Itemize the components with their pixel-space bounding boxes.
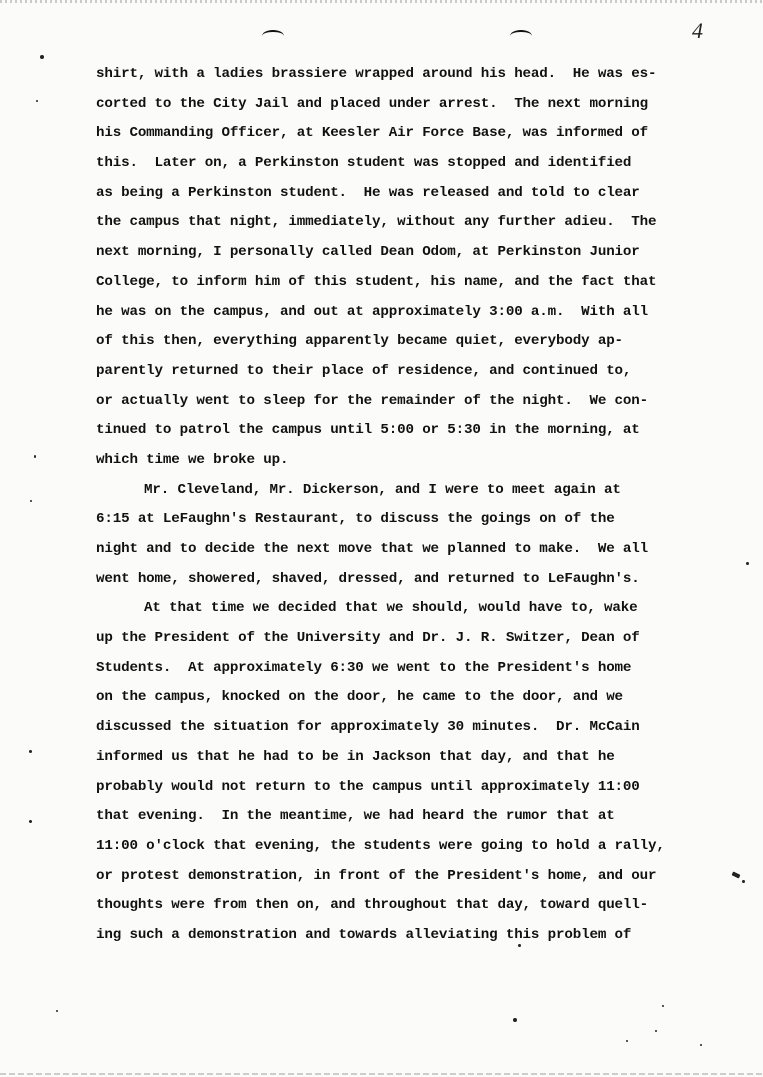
punch-mark-right — [510, 30, 532, 42]
scan-speck — [732, 871, 741, 878]
scan-speck — [626, 1040, 628, 1042]
text-line: ing such a demonstration and towards alleviating this problem of — [96, 926, 632, 943]
scan-speck — [29, 750, 32, 753]
scan-speck — [746, 562, 749, 565]
text-line: shirt, with a ladies brassiere wrapped around his head. He was es- — [96, 66, 657, 82]
scan-speck — [36, 100, 38, 102]
scan-speck — [700, 1044, 702, 1046]
text-line: he was on the campus, and out at approximately 3:00 a.m. With all — [96, 303, 649, 320]
text-line: probably would not return to the campus until approximately 11:00 — [96, 778, 640, 795]
text-line: his Commanding Officer, at Keesler Air Force Base, was informed of — [96, 125, 649, 142]
text-line: of this then, everything apparently became quiet, everybody ap- — [96, 333, 623, 350]
text-line-paragraph-start: Mr. Cleveland, Mr. Dickerson, and I were to meet again at — [144, 481, 621, 498]
text-line: as being a Perkinston student. He was released and told to clear — [96, 184, 640, 201]
text-line: 6:15 at LeFaughn's Restaurant, to discuss the goings on of the — [96, 511, 615, 528]
scan-speck — [34, 455, 36, 458]
text-line: parently returned to their place of residence, and continued to, — [96, 362, 632, 379]
scan-speck — [513, 1018, 517, 1022]
text-line: that evening. In the meantime, we had heard the rumor that at — [96, 808, 615, 825]
text-line: which time we broke up. — [96, 451, 289, 468]
scan-speck — [40, 55, 44, 59]
scan-speck — [742, 880, 745, 883]
scan-speck — [29, 820, 32, 823]
scan-speck — [655, 1030, 657, 1032]
top-edge-mark — [0, 0, 763, 3]
text-line: 11:00 o'clock that evening, the students were going to hold a rally, — [96, 837, 665, 854]
scan-speck — [56, 1010, 58, 1012]
text-line: or protest demonstration, in front of the President's home, and our — [96, 867, 657, 884]
scan-speck — [662, 1005, 664, 1007]
page-number: 4 — [692, 18, 703, 43]
text-line: up the President of the University and Dr. J. R. Switzer, Dean of — [96, 630, 640, 647]
body-text — [96, 60, 716, 951]
text-line: thoughts were from then on, and throughout that day, toward quell- — [96, 897, 649, 914]
text-line: or actually went to sleep for the remainder of the night. We con- — [96, 392, 649, 409]
text-line: next morning, I personally called Dean Odom, at Perkinston Junior — [96, 244, 640, 261]
text-line: this. Later on, a Perkinston student was stopped and identified — [96, 155, 632, 172]
text-line: on the campus, knocked on the door, he came to the door, and we — [96, 689, 623, 706]
punch-mark-left — [262, 30, 284, 42]
text-line: informed us that he had to be in Jackson that day, and that he — [96, 748, 615, 765]
text-line: night and to decide the next move that we planned to make. We all — [96, 541, 649, 557]
text-line: the campus that night, immediately, without any further adieu. The — [96, 214, 657, 231]
text-line: College, to inform him of this student, his name, and the fact that — [96, 273, 657, 290]
text-line: Students. At approximately 6:30 we went to the President's home — [96, 659, 632, 676]
text-line: tinued to patrol the campus until 5:00 or 5:30 in the morning, at — [96, 422, 640, 439]
scan-speck — [30, 500, 32, 502]
text-line: corted to the City Jail and placed under arrest. The next morning — [96, 95, 649, 112]
text-line-paragraph-start: At that time we decided that we should, would have to, wake — [144, 600, 638, 617]
text-line: discussed the situation for approximately 30 minutes. Dr. McCain — [96, 719, 640, 736]
scan-speck — [518, 944, 521, 947]
bottom-edge-mark — [0, 1073, 763, 1075]
text-line: went home, showered, shaved, dressed, and returned to LeFaughn's. — [96, 570, 640, 587]
